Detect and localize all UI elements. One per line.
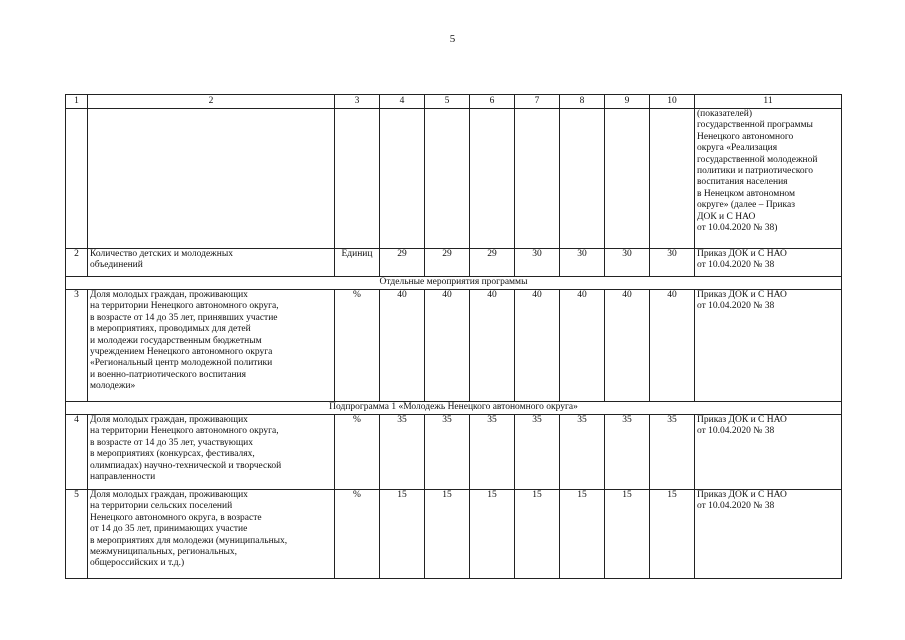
cell-value: 40: [560, 290, 605, 402]
cell-value: 15: [380, 490, 425, 579]
cell-value: 30: [650, 249, 695, 277]
cell-value: 15: [650, 490, 695, 579]
header-cell: 2: [88, 95, 335, 109]
cell-empty: [605, 109, 650, 249]
header-cell: 7: [515, 95, 560, 109]
cell-value: 40: [650, 290, 695, 402]
table-row: [66, 290, 842, 402]
cell-row-number: 2: [66, 249, 88, 277]
section-row: [66, 277, 842, 290]
cell-unit: Единиц: [335, 249, 380, 277]
cell-source: (показателей) государственной программы Ненецкого автономного округа «Реализация государственной молодежной политики и патриотического воспитания населения в Ненецком автономном округе» (далее – Приказ ДОК и С НАО от 10.04.2020 № 38): [695, 109, 842, 249]
cell-source: Приказ ДОК и С НАО от 10.04.2020 № 38: [695, 290, 842, 402]
cell-value: 15: [470, 490, 515, 579]
cell-value: 15: [515, 490, 560, 579]
header-cell: 5: [425, 95, 470, 109]
table-row: [66, 415, 842, 490]
cell-source: Приказ ДОК и С НАО от 10.04.2020 № 38: [695, 490, 842, 579]
cell-value: 35: [425, 415, 470, 490]
section-row: [66, 402, 842, 415]
cell-value: 29: [425, 249, 470, 277]
cell-value: 29: [380, 249, 425, 277]
page-number: 5: [449, 33, 456, 45]
header-cell: 3: [335, 95, 380, 109]
header-cell: 11: [695, 95, 842, 109]
cell-indicator-name: Доля молодых граждан, проживающих на территории сельских поселений Ненецкого автономного округа, в возрасте от 14 до 35 лет, принимающих участие в мероприятиях для молодежи (муниципальных, межмуниципальных, региональных, общероссийских и т.д.): [88, 490, 335, 579]
cell-indicator-name: Количество детских и молодежных объединений: [88, 249, 335, 277]
cell-row-number: 5: [66, 490, 88, 579]
cell-value: 30: [605, 249, 650, 277]
cell-value: 40: [605, 290, 650, 402]
cell-value: 15: [425, 490, 470, 579]
table-row-continuation: [66, 109, 842, 249]
cell-value: 40: [470, 290, 515, 402]
cell-value: 15: [560, 490, 605, 579]
cell-unit: %: [335, 490, 380, 579]
cell-value: 30: [515, 249, 560, 277]
cell-row-number: 3: [66, 290, 88, 402]
cell-value: 35: [515, 415, 560, 490]
cell-source: Приказ ДОК и С НАО от 10.04.2020 № 38: [695, 415, 842, 490]
section-title: Отдельные мероприятия программы: [66, 277, 842, 290]
cell-unit: %: [335, 415, 380, 490]
header-cell: 4: [380, 95, 425, 109]
cell-value: 35: [380, 415, 425, 490]
cell-value: 40: [380, 290, 425, 402]
indicators-table: [65, 94, 842, 579]
header-cell: 10: [650, 95, 695, 109]
cell-empty: [66, 109, 88, 249]
table-row: [66, 490, 842, 579]
table-row: [66, 249, 842, 277]
cell-row-number: 4: [66, 415, 88, 490]
cell-value: 35: [650, 415, 695, 490]
header-cell: 8: [560, 95, 605, 109]
cell-value: 30: [560, 249, 605, 277]
cell-empty: [425, 109, 470, 249]
header-cell: 9: [605, 95, 650, 109]
cell-value: 40: [515, 290, 560, 402]
cell-unit: %: [335, 290, 380, 402]
cell-value: 29: [470, 249, 515, 277]
cell-value: 35: [605, 415, 650, 490]
header-cell: 6: [470, 95, 515, 109]
cell-empty: [335, 109, 380, 249]
cell-source: Приказ ДОК и С НАО от 10.04.2020 № 38: [695, 249, 842, 277]
cell-empty: [515, 109, 560, 249]
cell-indicator-name: Доля молодых граждан, проживающих на территории Ненецкого автономного округа, в возрасте от 14 до 35 лет, принявших участие в мероприятиях, проводимых для детей и молодежи государственным бюджетным учреждением Ненецкого автономного округа «Региональный центр молодежной политики и военно-патриотического воспитания молодежи»: [88, 290, 335, 402]
cell-empty: [470, 109, 515, 249]
cell-value: 35: [470, 415, 515, 490]
cell-value: 15: [605, 490, 650, 579]
cell-empty: [88, 109, 335, 249]
cell-empty: [650, 109, 695, 249]
header-row: [66, 95, 842, 109]
header-cell: 1: [66, 95, 88, 109]
section-title: Подпрограмма 1 «Молодежь Ненецкого автономного округа»: [66, 402, 842, 415]
cell-value: 40: [425, 290, 470, 402]
cell-indicator-name: Доля молодых граждан, проживающих на территории Ненецкого автономного округа, в возрасте от 14 до 35 лет, участвующих в мероприятиях (конкурсах, фестивалях, олимпиадах) научно-технической и творческой направленности: [88, 415, 335, 490]
cell-empty: [380, 109, 425, 249]
cell-value: 35: [560, 415, 605, 490]
cell-empty: [560, 109, 605, 249]
